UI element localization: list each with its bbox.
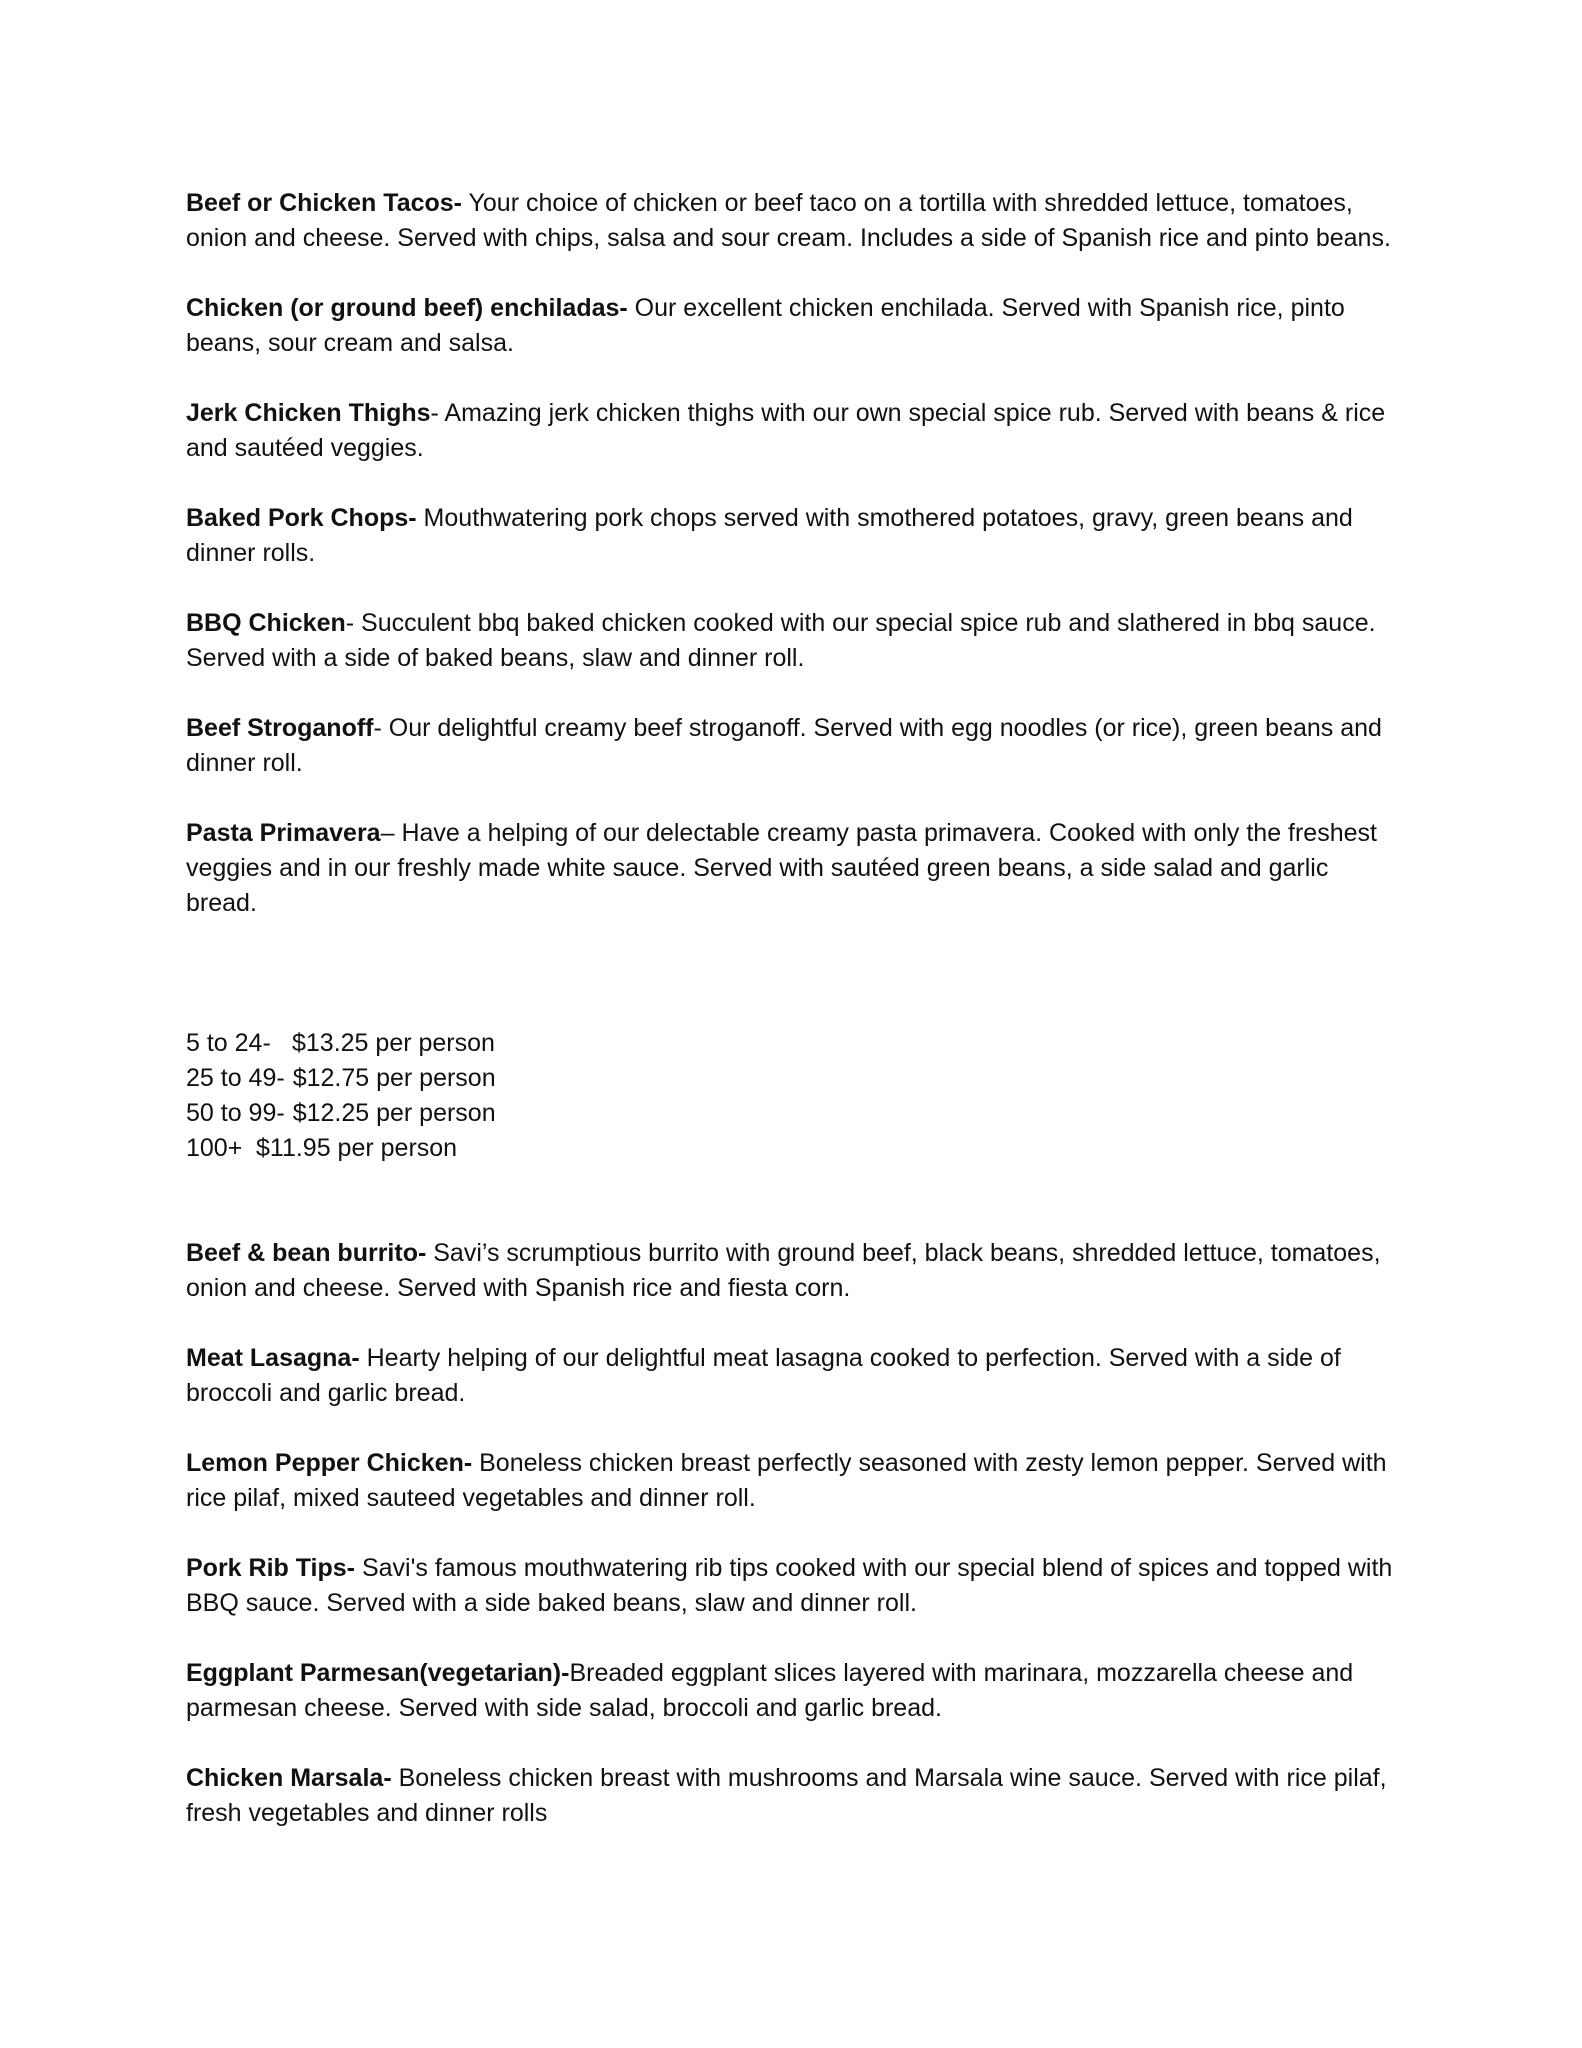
- menu-item-name: Lemon Pepper Chicken-: [186, 1449, 473, 1477]
- menu-item-description: - Our delightful creamy beef stroganoff. Served with egg noodles (or rice), green beans and dinner roll.: [186, 714, 1382, 777]
- menu-item: [186, 1551, 1406, 1621]
- menu-item-description: – Have a helping of our delectable creamy pasta primavera. Cooked with only the freshest veggies and in our freshly made white sauce. Served with sautéed green beans, a side salad and garlic bread.: [186, 819, 1377, 917]
- menu-group-1: [186, 186, 1406, 921]
- pricing-row: [186, 1096, 1406, 1131]
- menu-item-description: Your choice of chicken or beef taco on a tortilla with shredded lettuce, tomatoes, onion and cheese. Served with chips, salsa and sour cream. Includes a side of Spanish rice and pinto beans.: [186, 189, 1391, 252]
- pricing-row: [186, 1131, 1406, 1166]
- menu-item-description: Our excellent chicken enchilada. Served with Spanish rice, pinto beans, sour cream and salsa.: [186, 294, 1345, 357]
- menu-item: [186, 291, 1406, 361]
- menu-item-description: Mouthwatering pork chops served with smothered potatoes, gravy, green beans and dinner rolls.: [186, 504, 1353, 567]
- pricing-quantity: 50 to 99-: [186, 1099, 285, 1127]
- menu-item: [186, 606, 1406, 676]
- menu-item-description: Savi's famous mouthwatering rib tips cooked with our special blend of spices and topped with BBQ sauce. Served with a side baked beans, slaw and dinner roll.: [186, 1554, 1393, 1617]
- menu-item: [186, 501, 1406, 571]
- menu-item-name: BBQ Chicken: [186, 609, 346, 637]
- pricing-price: $11.95 per person: [256, 1134, 458, 1162]
- menu-item: [186, 1446, 1406, 1516]
- menu-item-name: Beef Stroganoff: [186, 714, 374, 742]
- pricing-table: [186, 1026, 1406, 1166]
- menu-item-name: Baked Pork Chops-: [186, 504, 417, 532]
- menu-item-name: Chicken (or ground beef) enchiladas-: [186, 294, 628, 322]
- menu-item-name: Pork Rib Tips-: [186, 1554, 356, 1582]
- menu-item-description: Boneless chicken breast perfectly seasoned with zesty lemon pepper. Served with rice pilaf, mixed sauteed vegetables and dinner roll.: [186, 1449, 1387, 1512]
- pricing-row: [186, 1061, 1406, 1096]
- menu-item-description: - Succulent bbq baked chicken cooked with our special spice rub and slathered in bbq sauce. Served with a side of baked beans, slaw and dinner roll.: [186, 609, 1376, 672]
- pricing-price: $12.75 per person: [292, 1064, 496, 1092]
- pricing-price: $12.25 per person: [292, 1099, 496, 1127]
- menu-item-description: - Amazing jerk chicken thighs with our own special spice rub. Served with beans & rice and sautéed veggies.: [186, 399, 1386, 462]
- pricing-row: [186, 1026, 1406, 1061]
- menu-item-name: Pasta Primavera: [186, 819, 381, 847]
- menu-item: [186, 1236, 1406, 1306]
- pricing-quantity: 25 to 49-: [186, 1064, 285, 1092]
- menu-item: [186, 396, 1406, 466]
- menu-item: [186, 1341, 1406, 1411]
- menu-item-name: Jerk Chicken Thighs: [186, 399, 431, 427]
- pricing-quantity: 5 to 24-: [186, 1029, 271, 1057]
- menu-item-description: Savi’s scrumptious burrito with ground beef, black beans, shredded lettuce, tomatoes, onion and cheese. Served with Spanish rice and fiesta corn.: [186, 1239, 1381, 1302]
- menu-item: [186, 1656, 1406, 1726]
- menu-item: [186, 816, 1406, 921]
- menu-item: [186, 186, 1406, 256]
- menu-item-name: Chicken Marsala-: [186, 1764, 392, 1792]
- menu-item-name: Eggplant Parmesan(vegetarian)-: [186, 1659, 570, 1687]
- menu-page: [186, 186, 1406, 1866]
- pricing-quantity: 100+: [186, 1134, 243, 1162]
- menu-item: [186, 1761, 1406, 1831]
- pricing-price: $13.25 per person: [292, 1029, 495, 1057]
- menu-group-2: [186, 1236, 1406, 1831]
- menu-item-description: Hearty helping of our delightful meat lasagna cooked to perfection. Served with a side of broccoli and garlic bread.: [186, 1344, 1341, 1407]
- menu-item-name: Beef or Chicken Tacos-: [186, 189, 463, 217]
- menu-item-description: Boneless chicken breast with mushrooms and Marsala wine sauce. Served with rice pilaf, fresh vegetables and dinner rolls: [186, 1764, 1387, 1827]
- menu-item: [186, 711, 1406, 781]
- menu-item-description: Breaded eggplant slices layered with marinara, mozzarella cheese and parmesan cheese. Served with side salad, broccoli and garlic bread.: [186, 1659, 1354, 1722]
- menu-item-name: Beef & bean burrito-: [186, 1239, 427, 1267]
- menu-item-name: Meat Lasagna-: [186, 1344, 360, 1372]
